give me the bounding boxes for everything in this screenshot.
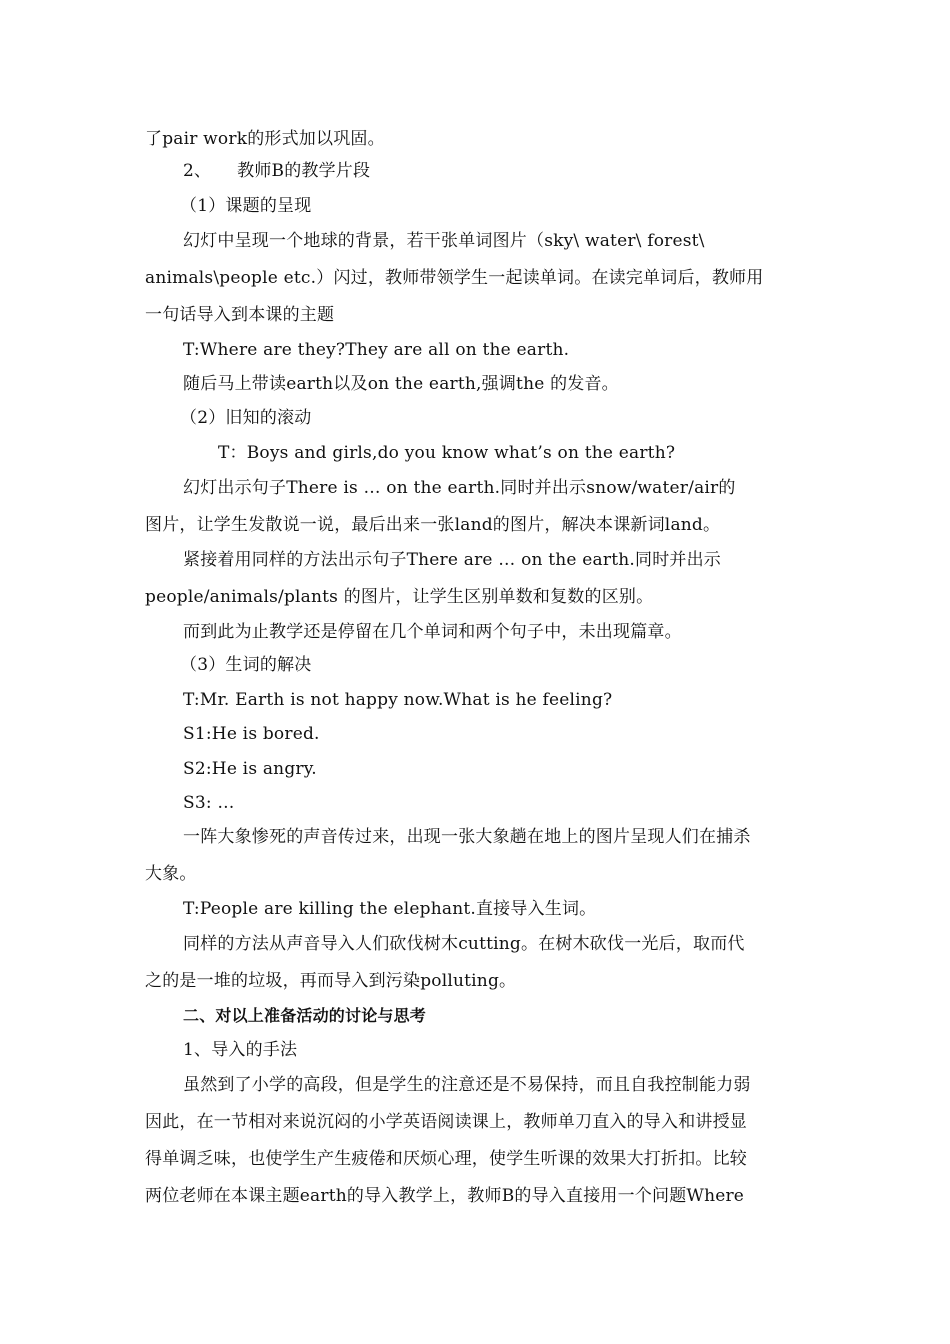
subsection-heading: （2）旧知的滚动 bbox=[180, 408, 312, 428]
paragraph-line: 同样的方法从声音导入人们砍伐树木cutting。在树木砍伐一光后，取而代 bbox=[183, 934, 745, 954]
paragraph-line: 图片，让学生发散说一说，最后出来一张land的图片，解决本课新词land。 bbox=[145, 515, 721, 535]
section-heading: 2、 教师B的教学片段 bbox=[183, 161, 371, 181]
paragraph-line: 而到此为止教学还是停留在几个单词和两个句子中，未出现篇章。 bbox=[183, 622, 682, 642]
dialogue-line: T:Mr. Earth is not happy now.What is he feeling? bbox=[183, 690, 613, 710]
paragraph-line: animals\people etc.）闪过，教师带领学生一起读单词。在读完单词后，教师用 bbox=[145, 268, 764, 288]
paragraph-line: 一阵大象惨死的声音传过来，出现一张大象趟在地上的图片呈现人们在捕杀 bbox=[183, 827, 751, 847]
subsection-heading: 1、导入的手法 bbox=[183, 1040, 298, 1060]
paragraph-line: 紧接着用同样的方法出示句子There are … on the earth.同时并出示 bbox=[183, 550, 722, 570]
subsection-heading: （3）生词的解决 bbox=[180, 655, 312, 675]
dialogue-line: T:Where are they?They are all on the earth. bbox=[183, 340, 570, 360]
paragraph-line: 两位老师在本课主题earth的导入教学上，教师B的导入直接用一个问题Where bbox=[145, 1186, 745, 1206]
dialogue-line: T:People are killing the elephant.直接导入生词。 bbox=[183, 899, 597, 919]
dialogue-line: S3: … bbox=[183, 793, 235, 813]
dialogue-line: S1:He is bored. bbox=[183, 724, 320, 744]
paragraph-line: people/animals/plants 的图片，让学生区别单数和复数的区别。 bbox=[145, 587, 654, 607]
paragraph-line: 因此，在一节相对来说沉闷的小学英语阅读课上，教师单刀直入的导入和讲授显 bbox=[145, 1112, 747, 1132]
dialogue-line: T：Boys and girls,do you know what’s on the earth? bbox=[218, 443, 676, 463]
paragraph-line: 幻灯中呈现一个地球的背景，若干张单词图片（sky\ water\ forest\ bbox=[183, 231, 705, 251]
paragraph-line: 得单调乏味，也使学生产生疲倦和厌烦心理，使学生听课的效果大打折扣。比较 bbox=[145, 1149, 747, 1169]
paragraph-line: 虽然到了小学的高段，但是学生的注意还是不易保持，而且自我控制能力弱 bbox=[183, 1075, 751, 1095]
paragraph-line: 了pair work的形式加以巩固。 bbox=[145, 129, 385, 149]
subsection-heading: （1）课题的呈现 bbox=[180, 196, 312, 216]
paragraph-line: 幻灯出示句子There is … on the earth.同时并出示snow/water/air的 bbox=[183, 478, 736, 498]
paragraph-line: 随后马上带读earth以及on the earth,强调the 的发音。 bbox=[183, 374, 619, 394]
paragraph-line: 一句话导入到本课的主题 bbox=[145, 305, 335, 325]
paragraph-line: 大象。 bbox=[145, 864, 197, 884]
section-heading: 二、对以上准备活动的讨论与思考 bbox=[183, 1006, 427, 1025]
dialogue-line: S2:He is angry. bbox=[183, 759, 317, 779]
paragraph-line: 之的是一堆的垃圾，再而导入到污染polluting。 bbox=[145, 971, 517, 991]
